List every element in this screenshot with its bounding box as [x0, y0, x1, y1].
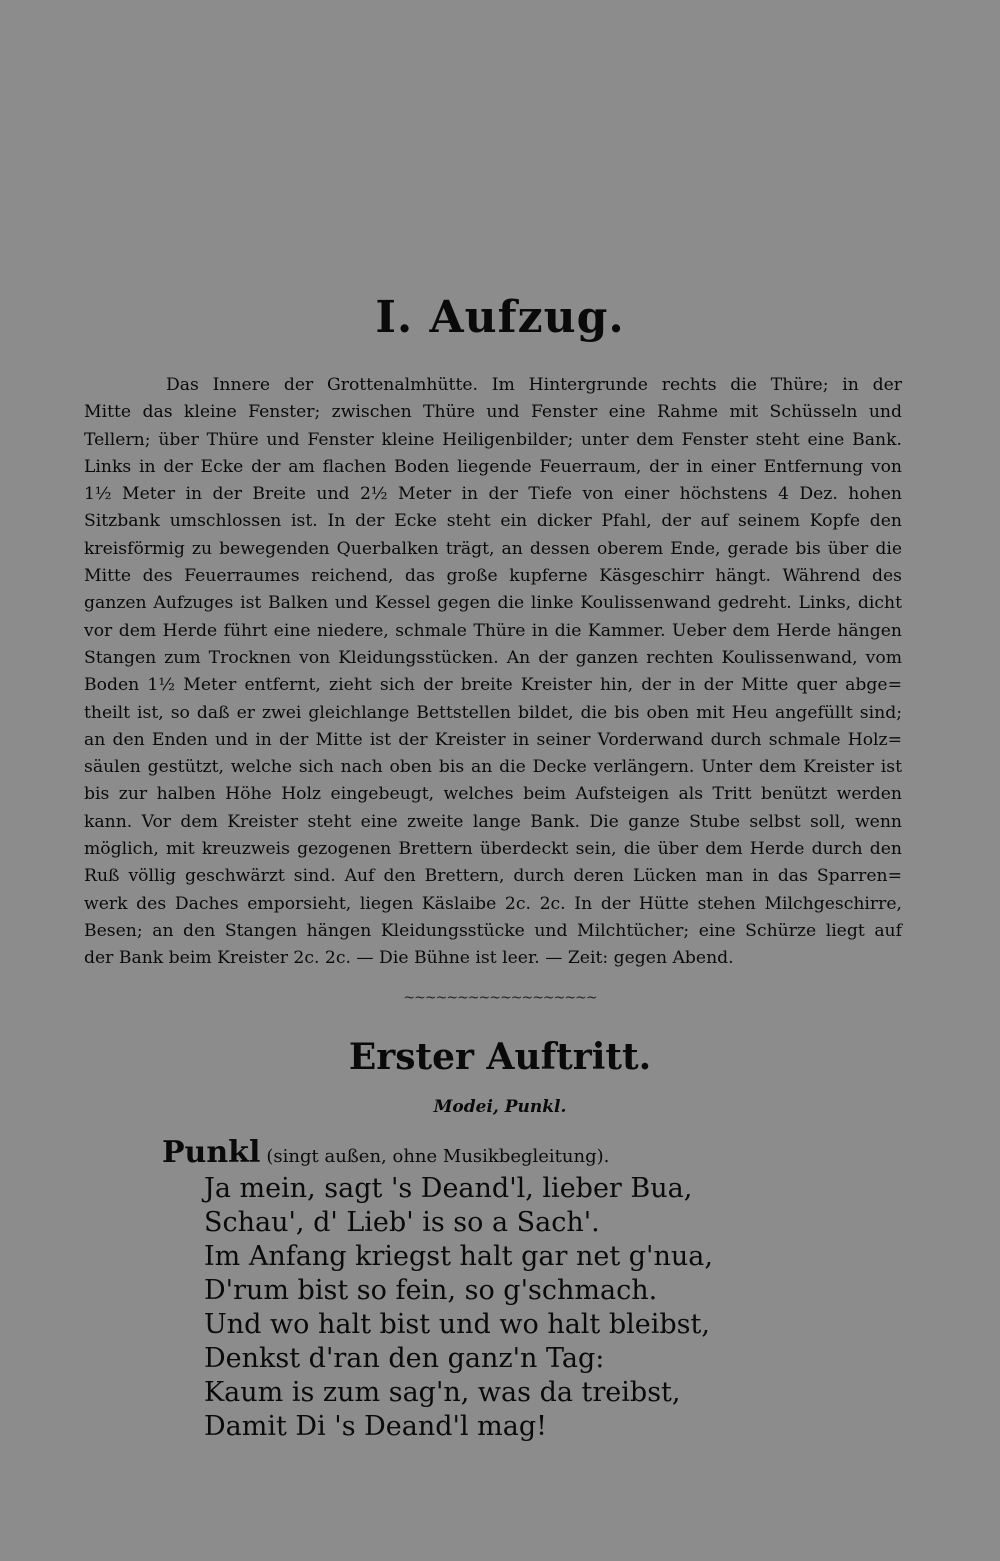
stage-direction-line: Das Innere der Grottenalmhütte. Im Hintergrunde rechts die Thüre; in der — [166, 375, 902, 395]
stage-direction-line: an den Enden und in der Mitte ist der Kreister in seiner Vorderwand durch schmale Holz= — [84, 729, 902, 750]
verse-line: Damit Di 's Deand'l mag! — [204, 1411, 548, 1442]
stage-direction-line: 1½ Meter in der Breite und 2½ Meter in der Tiefe von einer höchstens 4 Dez. hohen — [84, 484, 902, 505]
verse — [204, 1172, 713, 1444]
verse-line: Schau', d' Lieb' is so a Sach'. — [204, 1207, 600, 1238]
verse-line: Denkst d'ran den ganz'n Tag: — [204, 1343, 605, 1374]
stage-direction-line: Tellern; über Thüre und Fenster kleine Heiligenbilder; unter dem Fenster steht eine Bank. — [84, 429, 902, 450]
stage-direction-line: theilt ist, so daß er zwei gleichlange Bettstellen bildet, die bis oben mit Heu angefüllt sind; — [84, 702, 902, 723]
speaker-direction: (singt außen, ohne Musikbegleitung). — [266, 1146, 610, 1167]
stage-direction-line: Ruß völlig geschwärzt sind. Auf den Brettern, durch deren Lücken man in das Sparren= — [84, 866, 902, 887]
stage-direction-line: Mitte das kleine Fenster; zwischen Thüre und Fenster eine Rahme mit Schüsseln und — [84, 402, 902, 423]
verse-line: Ja mein, sagt 's Deand'l, lieber Bua, — [204, 1173, 693, 1204]
stage-direction-line: Mitte des Feuerraumes reichend, das große kupferne Käsgeschirr hängt. Während des — [84, 566, 902, 587]
stage-direction-line: Boden 1½ Meter entfernt, zieht sich der breite Kreister hin, der in der Mitte quer abge= — [84, 675, 902, 696]
stage-direction-line: kreisförmig zu bewegenden Querbalken trägt, an dessen oberem Ende, gerade bis über die — [84, 538, 902, 559]
stage-direction-line: möglich, mit kreuzweis gezogenen Brettern überdeckt sein, die über dem Herde durch den — [84, 839, 902, 860]
act-title: I. Aufzug. — [375, 292, 625, 343]
speaker-name: Punkl — [162, 1135, 261, 1170]
stage-direction-line: Besen; an den Stangen hängen Kleidungsstücke und Milchtücher; eine Schürze liegt auf — [84, 920, 902, 941]
stage-direction-line: Stangen zum Trocknen von Kleidungsstücken. An der ganzen rechten Koulissenwand, vom — [84, 647, 902, 668]
stage-direction-line: werk des Daches emporsieht, liegen Käslaibe 2c. 2c. In der Hütte stehen Milchgeschirre, — [84, 893, 902, 914]
stage-direction-line: Links in der Ecke der am flachen Boden liegende Feuerraum, der in einer Entfernung von — [84, 456, 902, 477]
speaker-line — [162, 1135, 609, 1170]
stage-direction — [84, 372, 902, 973]
stage-direction-line: ganzen Aufzuges ist Balken und Kessel gegen die linke Koulissenwand gedreht. Links, dicht — [84, 593, 902, 614]
stage-direction-line: kann. Vor dem Kreister steht eine zweite lange Bank. Die ganze Stube selbst soll, wenn — [84, 811, 902, 832]
ornament-divider: ~~~~~~~~~~~~~~~~~~ — [403, 990, 597, 1006]
stage-direction-line: der Bank beim Kreister 2c. 2c. — Die Bühne ist leer. — Zeit: gegen Abend. — [84, 948, 734, 969]
scene-persons: Modei, Punkl. — [433, 1097, 567, 1117]
verse-line: D'rum bist so fein, so g'schmach. — [204, 1275, 658, 1306]
verse-line: Kaum is zum sag'n, was da treibst, — [204, 1377, 681, 1408]
verse-line: Im Anfang kriegst halt gar net g'nua, — [204, 1241, 713, 1272]
stage-direction-line: bis zur halben Höhe Holz eingebeugt, welches beim Aufsteigen als Tritt benützt werden — [84, 784, 902, 805]
stage-direction-line: vor dem Herde führt eine niedere, schmale Thüre in die Kammer. Ueber dem Herde hängen — [84, 620, 902, 641]
scene-title: Erster Auftritt. — [348, 1036, 652, 1078]
stage-direction-line: säulen gestützt, welche sich nach oben bis an die Decke verlängern. Unter dem Kreister ist — [84, 757, 902, 778]
verse-line: Und wo halt bist und wo halt bleibst, — [204, 1309, 710, 1340]
stage-direction-line: Sitzbank umschlossen ist. In der Ecke steht ein dicker Pfahl, der auf seinem Kopfe den — [84, 511, 902, 532]
